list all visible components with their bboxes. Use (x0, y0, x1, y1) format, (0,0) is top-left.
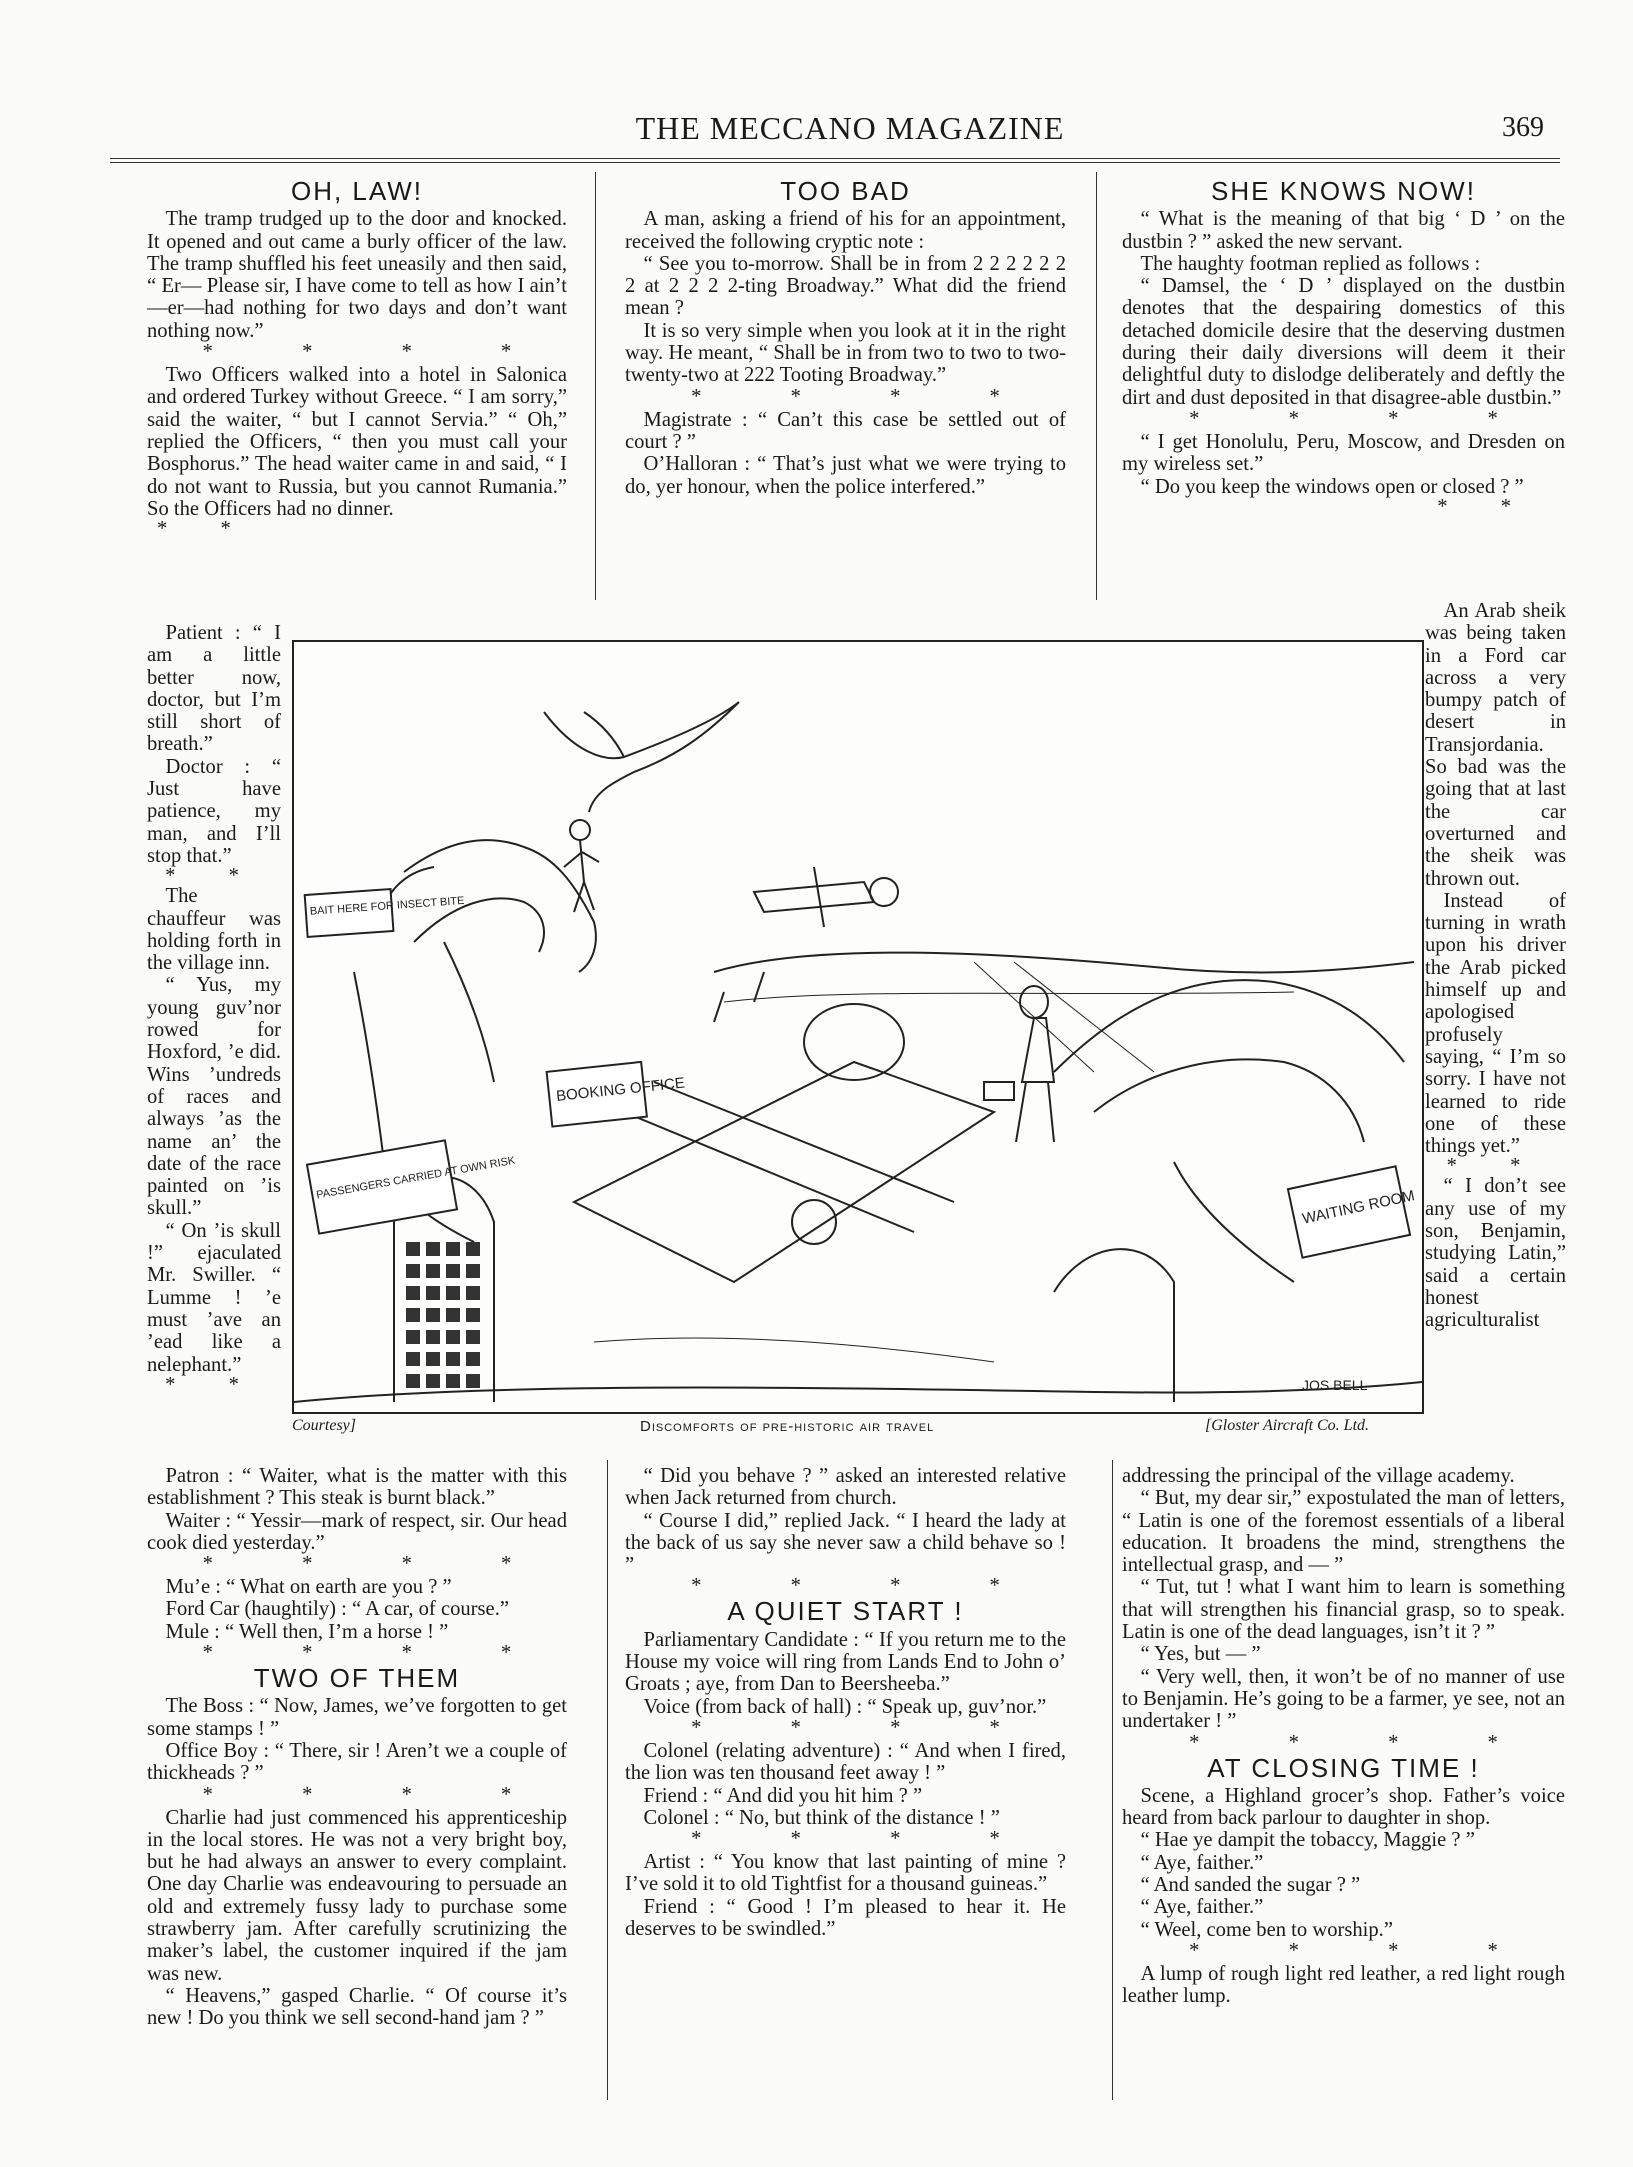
paragraph: The Boss : “ Now, James, we’ve forgotten to get some stamps ! ” (147, 1695, 567, 1740)
paragraph: “ Damsel, the ‘ D ’ displayed on the dustbin denotes that the despairing domestics of this detached domicile desire that the deserving dustmen during their daily diversions will deem it their delightful duty to dislodge deliberately and deftly the dirt and dust deposited in that disagree-able dustbin.” (1122, 275, 1565, 409)
cartoon-drawing (294, 642, 1422, 1412)
paragraph: “ Did you behave ? ” asked an interested relative when Jack returned from church. (625, 1465, 1066, 1510)
paragraph: Patron : “ Waiter, what is the matter with this establishment ? This steak is burnt black.” (147, 1465, 567, 1510)
page-number: 369 (1502, 112, 1544, 143)
paragraph: addressing the principal of the village academy. (1122, 1465, 1515, 1487)
caption-credit: [Gloster Aircraft Co. Ltd. (1205, 1417, 1370, 1434)
header-rule (110, 158, 1560, 159)
paragraph: Colonel : “ No, but think of the distance ! ” (643, 1806, 1000, 1829)
paragraph: Mule : “ Well then, I’m a horse ! ” (165, 1620, 449, 1643)
separator-stars: * * (1446, 1155, 1545, 1178)
cartoon-illustration (292, 640, 1424, 1414)
header-rule-2 (110, 162, 1560, 163)
paragraph: “ Weel, come ben to worship.” (1140, 1918, 1393, 1941)
paragraph: Magistrate : “ Can’t this case be settled out of court ? ” (625, 408, 1066, 453)
separator-stars: * * (1437, 495, 1535, 518)
heading-at-closing-time: AT CLOSING TIME ! (1207, 1752, 1480, 1783)
sign-passengers: PASSENGERS CARRIED AT OWN RISK (315, 1154, 517, 1202)
paragraph: Mu’e : “ What on earth are you ? ” (165, 1576, 452, 1599)
paragraph: “ Aye, faither.” (1140, 1851, 1264, 1874)
left-narrow-column (147, 622, 281, 1394)
article-she-knows-now (1122, 176, 1565, 518)
paragraph: “ Very well, then, it won’t be of no manner of use to Benjamin. He’s going to be a farmer, ye see, not an undertaker ! ” (1122, 1665, 1565, 1733)
separator-stars: * * (165, 865, 263, 888)
paragraph: Ford Car (haughtily) : “ A car, of course.” (165, 1598, 509, 1621)
paragraph: “ And sanded the sugar ? ” (1140, 1874, 1361, 1897)
paragraph: Scene, a Highland grocer’s shop. Father’s voice heard from back parlour to daughter in shop. (1122, 1784, 1565, 1830)
separator-stars: * * * * (691, 1828, 1042, 1851)
separator-stars: * * * * (691, 1575, 1042, 1598)
column-divider (607, 1460, 608, 2100)
column-3-bottom (1122, 1465, 1565, 2008)
paragraph: A lump of rough light red leather, a red light rough leather lump. (1122, 1962, 1565, 2008)
paragraph: It is so very simple when you look at it in the right way. He meant, “ Shall be in from two to two to two-twenty-two at 222 Tooting Broadway.” (625, 319, 1066, 387)
separator-stars: * * * * (691, 1716, 1042, 1739)
heading-too-bad: TOO BAD (780, 176, 911, 206)
paragraph: Doctor : “ Just have patience, my man, and I’ll stop that.” (147, 755, 281, 867)
sign-bait: BAIT HERE FOR INSECT BITE (309, 894, 465, 918)
article-too-bad (625, 176, 1066, 498)
heading-oh-law: OH, LAW! (290, 176, 424, 206)
paragraph: “ Heavens,” gasped Charlie. “ Of course it’s new ! Do you think we sell second-hand jam ? ” (147, 1984, 567, 2030)
separator-stars: * * * * (1189, 407, 1540, 430)
column-divider (595, 172, 596, 600)
separator-stars: * * (157, 518, 255, 541)
paragraph: “ See you to-morrow. Shall be in from 2 2 2 2 2 2 2 at 2 2 2 2-ting Broadway.” What did the friend mean ? (625, 252, 1066, 320)
paragraph: A man, asking a friend of his for an appointment, received the following cryptic note : (625, 208, 1066, 253)
paragraph: Colonel (relating adventure) : “ And when I fired, the lion was ten thousand feet away ! ” (625, 1739, 1066, 1785)
paragraph: Voice (from back of hall) : “ Speak up, guv’nor.” (643, 1695, 1047, 1718)
paragraph: Charlie had just commenced his apprenticeship in the local stores. He was not a very bright boy, but he had always an answer to every complaint. One day Charlie was endeavouring to persuade an old and extremely fussy lady to purchase some strawberry jam. After carefully scrutinizing the maker’s label, the customer inquired if the jam was new. (147, 1806, 567, 1985)
artist-signature: JOS BELL (1302, 1377, 1368, 1393)
separator-stars: * * * * (202, 1783, 554, 1806)
paragraph: The chauffeur was holding forth in the village inn. (147, 885, 281, 975)
separator-stars: * * * * (1189, 1731, 1540, 1754)
paragraph: Artist : “ You know that last painting of mine ? I’ve sold it to old Tightfist for a thousand guineas.” (625, 1851, 1066, 1896)
paragraph: Instead of turning in wrath upon his driver the Arab picked himself up and apologised profusely saying, “ I’m so sorry. I have not learned to ride one of these things yet.” (1425, 889, 1566, 1158)
paragraph: “ Yus, my young guv’nor rowed for Hoxford, ’e did. Wins ’undreds of races and always ’as the name an’ the date of the race painted on ’is skull.” (147, 974, 281, 1220)
paragraph: The tramp trudged up to the door and knocked. It opened and out came a burly officer of the law. The tramp shuffled his feet uneasily and then said, “ Er— Please sir, I have come to tell as how I ain’t—er—had nothing for two days and don’t want nothing now.” (147, 208, 567, 342)
paragraph: “ Do you keep the windows open or closed ? ” (1140, 475, 1524, 498)
paragraph: “ Course I did,” replied Jack. “ I heard the lady at the back of us say she never saw a child behave so ! ” (625, 1509, 1066, 1577)
paragraph: “ I get Honolulu, Peru, Moscow, and Dresden on my wireless set.” (1122, 430, 1565, 476)
paragraph: O’Halloran : “ That’s just what we were trying to do, yer honour, when the police interfered.” (625, 453, 1066, 498)
caption-courtesy: Courtesy] (292, 1417, 356, 1434)
paragraph: Waiter : “ Yessir—mark of respect, sir. Our head cook died yesterday.” (147, 1509, 567, 1554)
column-2-bottom (625, 1465, 1066, 1940)
separator-stars: * * * * (202, 341, 554, 364)
sign-booking-office: BOOKING OFFICE (555, 1074, 686, 1105)
paragraph: “ Aye, faither.” (1140, 1896, 1264, 1919)
paragraph: The haughty footman replied as follows : (1140, 252, 1481, 275)
paragraph: “ But, my dear sir,” expostulated the man of letters, “ Latin is one of the foremost essentials of a liberal education. It broadens the mind, strengthens the intellectual grasp, and — ” (1122, 1487, 1565, 1577)
heading-she-knows-now: SHE KNOWS NOW! (1211, 176, 1476, 206)
page-header (150, 110, 1550, 154)
paragraph: Office Boy : “ There, sir ! Aren’t we a couple of thickheads ? ” (147, 1739, 567, 1785)
separator-stars: * * * * (202, 1553, 554, 1576)
heading-a-quiet-start: A QUIET START ! (727, 1596, 964, 1627)
separator-stars: * * * * (1189, 1939, 1540, 1962)
separator-stars: * * * * (202, 1642, 554, 1665)
paragraph: “ I don’t see any use of my son, Benjamin, studying Latin,” said a certain honest agriculturalist (1425, 1175, 1566, 1332)
heading-two-of-them: TWO OF THEM (253, 1663, 461, 1694)
column-divider (1112, 1460, 1113, 2100)
separator-stars: * * (165, 1373, 263, 1396)
paragraph: Patient : “ I am a little better now, doctor, but I’m still short of breath.” (147, 622, 281, 756)
paragraph: Friend : “ And did you hit him ? ” (643, 1784, 923, 1807)
paragraph: Friend : “ Good ! I’m pleased to hear it. He deserves to be swindled.” (625, 1895, 1066, 1941)
column-divider (1096, 172, 1097, 600)
right-narrow-column (1425, 600, 1566, 1332)
paragraph: Parliamentary Candidate : “ If you return me to the House my voice will ring from Lands End to John o’ Groats ; aye, from Dan to Beersheeba.” (625, 1628, 1066, 1696)
paragraph: An Arab sheik was being taken in a Ford car across a very bumpy patch of desert in Transjordania. So bad was the going that at last the car overturned and the sheik was thrown out. (1425, 600, 1566, 890)
magazine-title: THE MECCANO MAGAZINE (635, 110, 1065, 146)
caption-title: Discomforts of pre-historic air travel (640, 1418, 935, 1435)
paragraph: “ Yes, but — ” (1140, 1643, 1261, 1666)
column-1-bottom (147, 1465, 567, 2030)
separator-stars: * * * * (691, 385, 1042, 408)
paragraph: “ Hae ye dampit the tobaccy, Maggie ? ” (1140, 1829, 1475, 1852)
paragraph: “ Tut, tut ! what I want him to learn is something that will strengthen his financial grasp, so to speak. Latin is one of the dead languages, isn’t it ? ” (1122, 1576, 1565, 1644)
paragraph: “ What is the meaning of that big ‘ D ’ on the dustbin ? ” asked the new servant. (1122, 208, 1565, 253)
paragraph: “ On ’is skull !” ejaculated Mr. Swiller. “ Lumme ! ’e must ’ave an ’ead like a nelephant.” (147, 1219, 281, 1376)
paragraph: Two Officers walked into a hotel in Salonica and ordered Turkey without Greece. “ I am sorry,” said the waiter, “ but I cannot Servia.” “ Oh,” replied the Officers, “ then you must call your Bosphorus.” The head waiter came in and said, “ I do not want to Russia, but you cannot Rumania.” So the Officers had no dinner. (147, 364, 567, 520)
sign-waiting-room: WAITING ROOM (1300, 1187, 1417, 1228)
article-oh-law (147, 176, 567, 541)
